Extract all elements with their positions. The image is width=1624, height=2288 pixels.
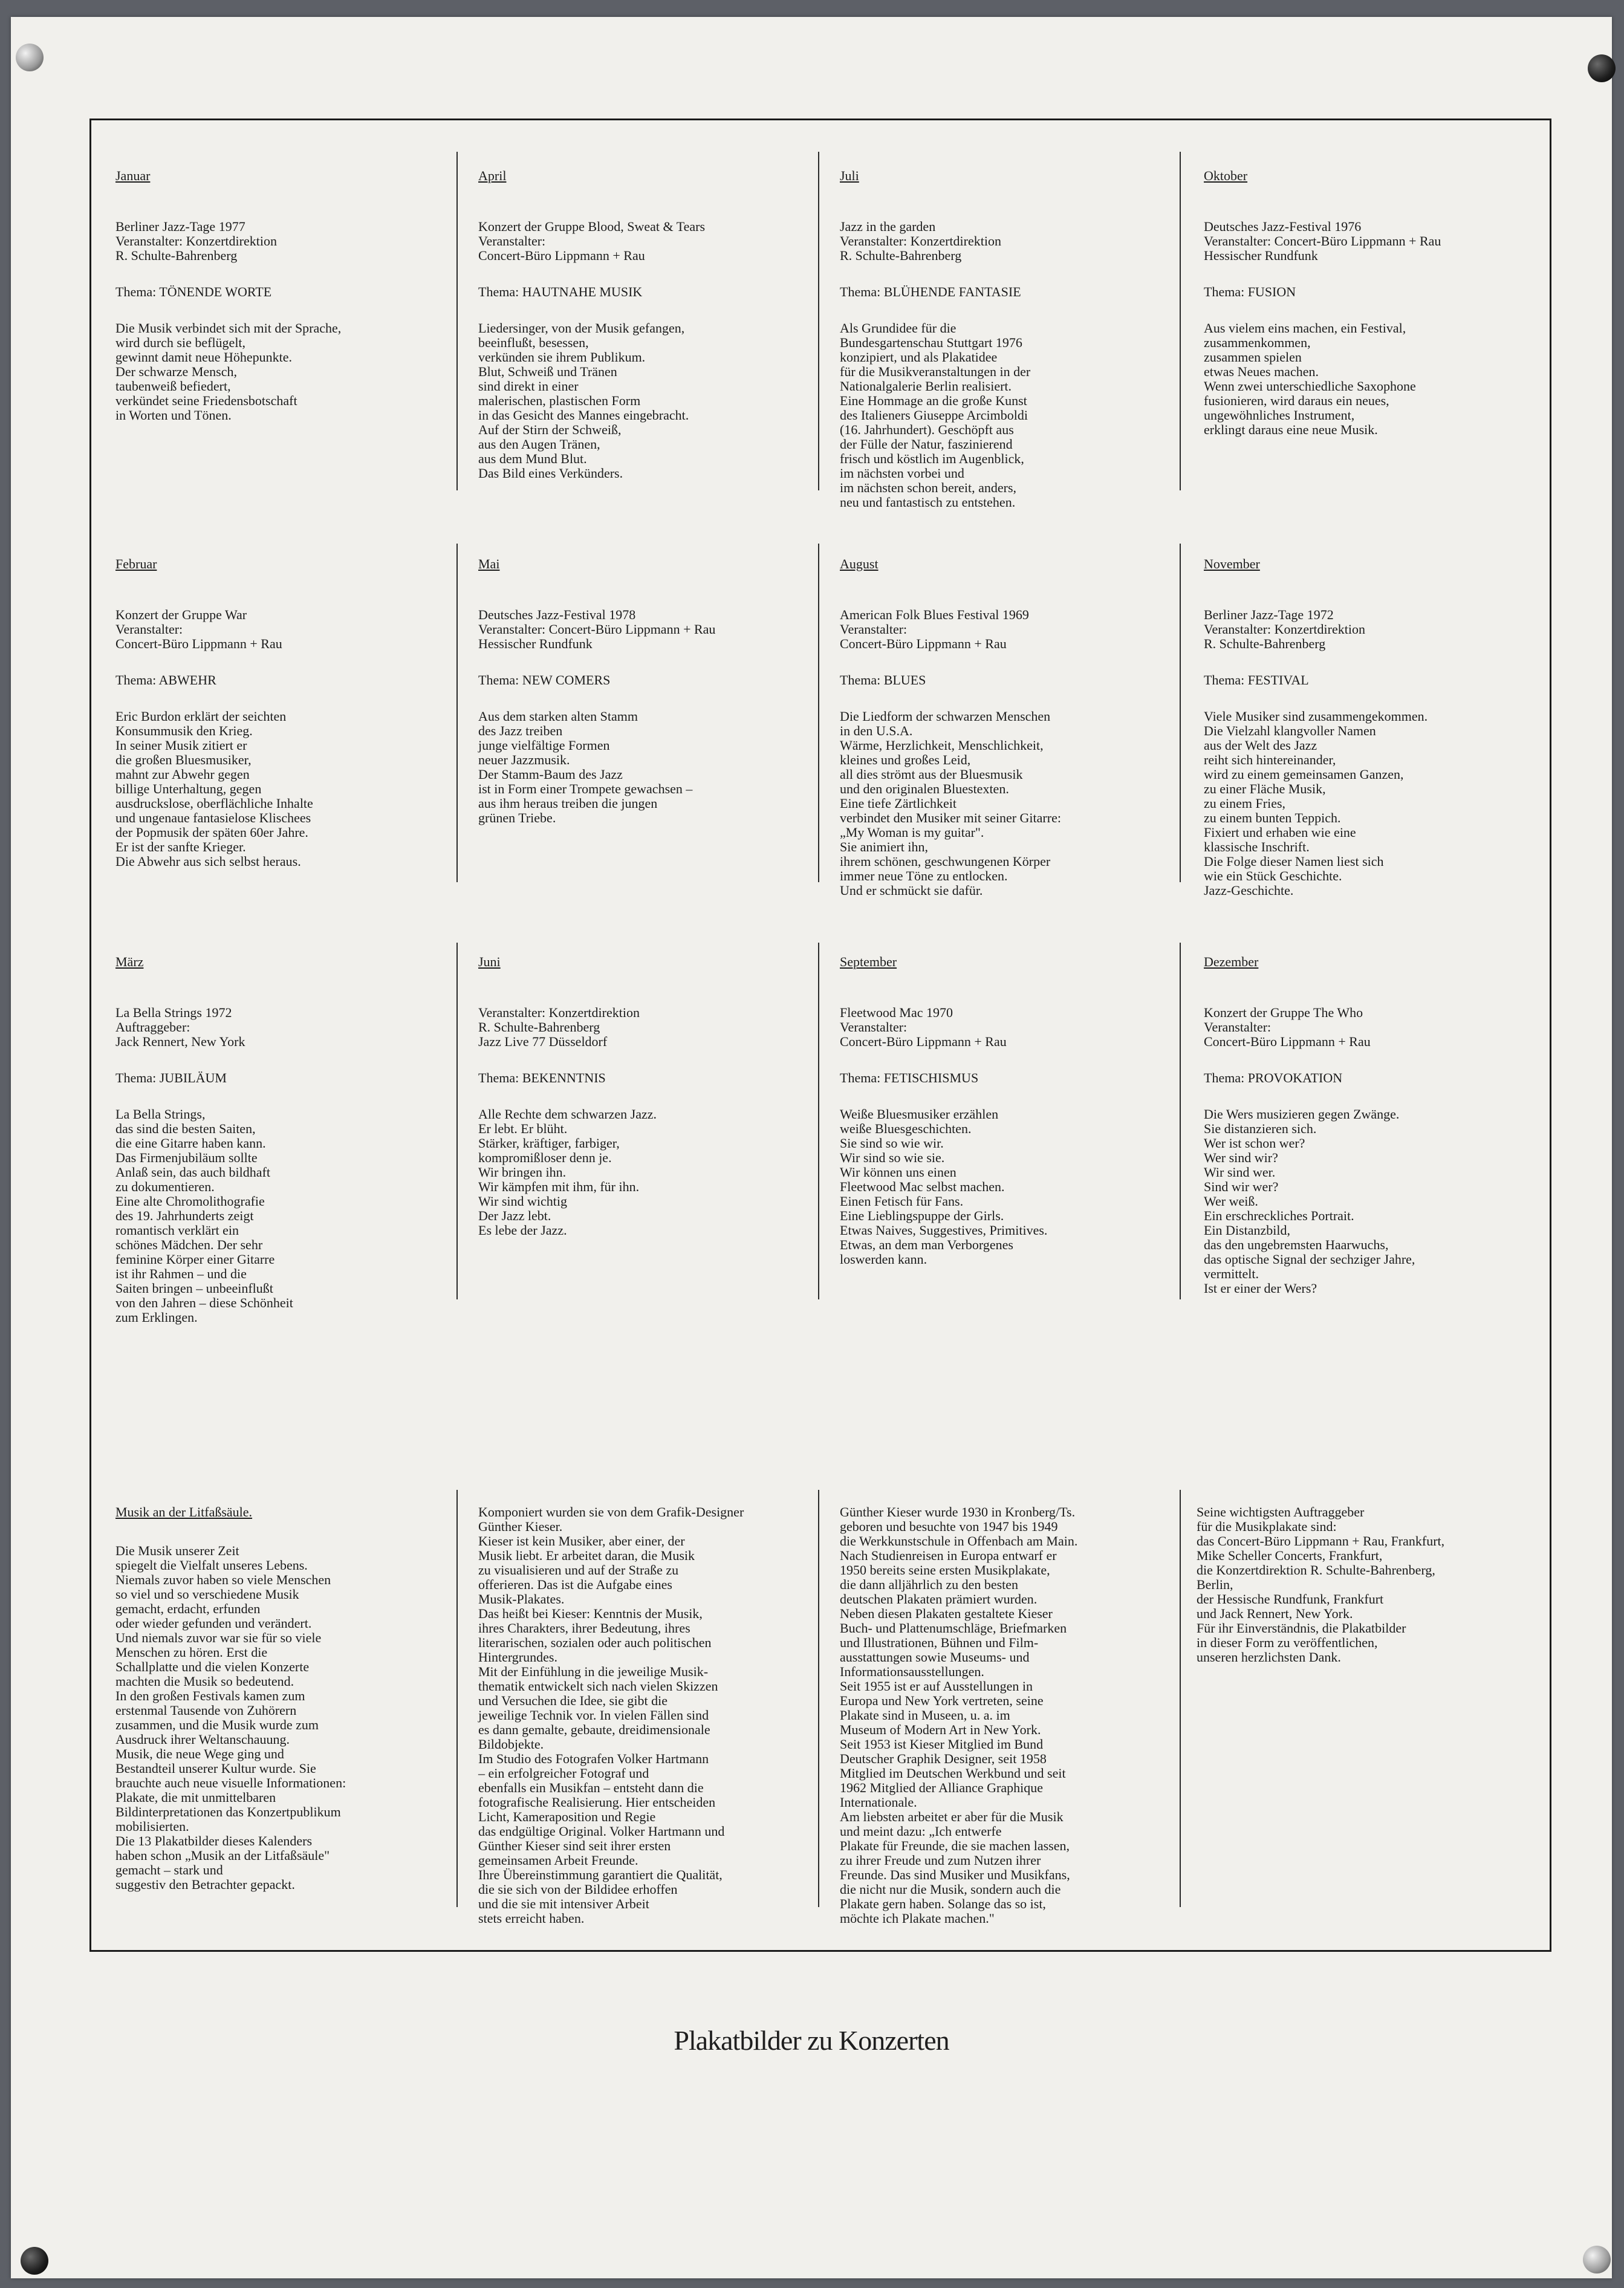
- separator-row1-col3: [1180, 152, 1181, 490]
- month-info: Fleetwood Mac 1970 Veranstalter: Concert-Büro Lippmann + Rau: [840, 1005, 1007, 1049]
- month-title: April: [478, 168, 507, 183]
- separator-row3-col2: [818, 943, 819, 1299]
- separator-row2-col1: [456, 544, 458, 882]
- month-title: Juli: [840, 168, 859, 183]
- poster-title: Plakatbilder zu Konzerten: [674, 2025, 949, 2056]
- bottom-block-designer: [478, 1505, 817, 1926]
- separator-row3-col3: [1180, 943, 1181, 1299]
- month-theme: Thema: BLUES: [840, 672, 926, 687]
- month-title: Februar: [115, 556, 157, 571]
- month-info: Deutsches Jazz-Festival 1978 Veranstalter: Concert-Büro Lippmann + Rau Hessischer Rundfunk: [478, 607, 716, 651]
- section-text: Die Musik unserer Zeit spiegelt die Vielfalt unseres Lebens. Niemals zuvor haben so viele Menschen so viel und so verschiedene Musik gemacht, erdacht, erfunden oder wieder gefunden und verändert. Und niemals zuvor war sie für so viele Menschen zu hören. Erst die Schallplatte und die vielen Konzerte machten die Musik so bedeutend. In den großen Festivals kamen zum erstenmal Tausende von Zuhörern zusammen, und die Musik wurde zum Ausdruck ihrer Weltanschauung. Musik, die neue Wege ging und Bestandteil unserer Kultur wurde. Sie brauchte auch neue visuelle Informationen: Plakate, die mit unmittelbaren Bildinterpretationen das Konzertpublikum mobilisierten. Die 13 Plakatbilder dieses Kalenders haben schon „Musik an der Litfaßsäule" gemacht – stark und suggestiv den Betrachter gepackt.: [115, 1543, 346, 1892]
- thumbtack-icon: [16, 44, 44, 71]
- month-theme: Thema: TÖNENDE WORTE: [115, 284, 272, 299]
- month-text: Alle Rechte dem schwarzen Jazz. Er lebt. Er blüht. Stärker, kräftiger, farbiger, kompromißloser denn je. Wir bringen ihn. Wir kämpfen mit ihm, für ihn. Wir sind wichtig Der Jazz lebt. Es lebe der Jazz.: [478, 1107, 657, 1238]
- month-block-februar: [115, 557, 454, 869]
- separator-bottom-col1: [456, 1490, 458, 1907]
- month-block-august: [840, 557, 1178, 898]
- separator-row2-col3: [1180, 544, 1181, 882]
- bottom-block-clients: [1197, 1505, 1535, 1665]
- month-block-juni: [478, 955, 817, 1238]
- month-text: Liedersinger, von der Musik gefangen, beeinflußt, besessen, verkünden sie ihrem Publikum. Blut, Schweiß und Tränen sind direkt in einer malerischen, plastischen Form in das Gesicht des Mannes eingebracht. Auf der Stirn der Schweiß, aus den Augen Tränen, aus dem Mund Blut. Das Bild eines Verkünders.: [478, 320, 689, 481]
- month-title: März: [115, 954, 144, 969]
- month-title: Januar: [115, 168, 151, 183]
- bottom-block-intro: [115, 1505, 454, 1892]
- month-info: Jazz in the garden Veranstalter: Konzertdirektion R. Schulte-Bahrenberg: [840, 219, 1001, 263]
- month-title: Mai: [478, 556, 500, 571]
- month-title: Oktober: [1204, 168, 1248, 183]
- month-text: Die Wers musizieren gegen Zwänge. Sie distanzieren sich. Wer ist schon wer? Wer sind wir? Wir sind wer. Sind wir wer? Wer weiß. Ein erschreckliches Portrait. Ein Distanzbild, das den ungebremsten Haarwuchs, das optische Signal der sechziger Jahre, vermittelt. Ist er einer der Wers?: [1204, 1107, 1415, 1296]
- month-block-april: [478, 169, 817, 481]
- section-text: Günther Kieser wurde 1930 in Kronberg/Ts. geboren und besuchte von 1947 bis 1949 die Werkkunstschule in Offenbach am Main. Nach Studienreisen in Europa entwarf er 1950 bereits seine ersten Musikplakate, die dann alljährlich zu den besten deutschen Plakaten prämiert wurden. Neben diesen Plakaten gestaltete Kieser Buch- und Plattenumschläge, Briefmarken und Illustrationen, Bühnen und Film- ausstattungen sowie Museums- und Informationsausstellungen. Seit 1955 ist er auf Ausstellungen in Europa und New York vertreten, seine Plakate sind in Museen, u. a. im Museum of Modern Art in New York. Seit 1953 ist Kieser Mitglied im Bund Deutscher Graphik Designer, seit 1958 Mitglied im Deutschen Werkbund und seit 1962 Mitglied der Alliance Graphique Internationale. Am liebsten arbeitet er aber für die Musik und meint dazu: „Ich entwerfe Plakate für Freunde, die sie machen lassen, zu ihrer Freude und zum Nutzen ihrer Freunde. Das sind Musiker und Musikfans, die nicht nur die Musik, sondern auch die Plakate gern haben. Solange das so ist, möchte ich Plakate machen.": [840, 1504, 1078, 1926]
- month-info: Berliner Jazz-Tage 1972 Veranstalter: Konzertdirektion R. Schulte-Bahrenberg: [1204, 607, 1365, 651]
- month-theme: Thema: BEKENNTNIS: [478, 1070, 606, 1085]
- month-text: Aus dem starken alten Stamm des Jazz treiben junge vielfältige Formen neuer Jazzmusik. Der Stamm-Baum des Jazz ist in Form einer Trompete gewachsen – aus ihm heraus treiben die jungen grünen Triebe.: [478, 709, 693, 825]
- month-info: Konzert der Gruppe Blood, Sweat & Tears Veranstalter: Concert-Büro Lippmann + Rau: [478, 219, 706, 263]
- month-block-september: [840, 955, 1178, 1267]
- month-text: La Bella Strings, das sind die besten Saiten, die eine Gitarre haben kann. Das Firmenjubiläum sollte Anlaß sein, das auch bildhaft zu dokumentieren. Eine alte Chromolithografie des 19. Jahrhunderts zeigt romantisch verklärt ein schönes Mädchen. Der sehr feminine Körper einer Gitarre ist ihr Rahmen – und die Saiten bringen – unbeeinflußt von den Jahren – diese Schönheit zum Erklingen.: [115, 1107, 293, 1325]
- month-info: American Folk Blues Festival 1969 Veranstalter: Concert-Büro Lippmann + Rau: [840, 607, 1029, 651]
- month-title: Juni: [478, 954, 501, 969]
- month-block-dezember: [1204, 955, 1542, 1296]
- section-text: Seine wichtigsten Auftraggeber für die Musikplakate sind: das Concert-Büro Lippmann + Rau, Frankfurt, Mike Scheller Concerts, Frankfurt, die Konzertdirektion R. Schulte-Bahrenberg, Berlin, der Hessische Rundfunk, Frankfurt und Jack Rennert, New York. Für ihr Einverständnis, die Plakatbilder in dieser Form zu veröffentlichen, unseren herzlichsten Dank.: [1197, 1504, 1445, 1665]
- month-text: Weiße Bluesmusiker erzählen weiße Bluesgeschichten. Sie sind so wie wir. Wir sind so wie sie. Wir können uns einen Fleetwood Mac selbst machen. Einen Fetisch für Fans. Eine Lieblingspuppe der Girls. Etwas Naives, Suggestives, Primitives. Etwas, an dem man Verborgenes loswerden kann.: [840, 1107, 1048, 1267]
- month-theme: Thema: ABWEHR: [115, 672, 216, 687]
- month-theme: Thema: FESTIVAL: [1204, 672, 1309, 687]
- month-info: Veranstalter: Konzertdirektion R. Schulte-Bahrenberg Jazz Live 77 Düsseldorf: [478, 1005, 640, 1049]
- month-text: Als Grundidee für die Bundesgartenschau Stuttgart 1976 konzipiert, und als Plakatidee für die Musikveranstaltungen in der Nationalgalerie Berlin realisiert. Eine Hommage an die große Kunst des Italieners Giuseppe Arcimboldi (16. Jahrhundert). Geschöpft aus der Fülle der Natur, faszinierend frisch und köstlich im Augenblick, im nächsten vorbei und im nächsten schon bereit, anders, neu und fantastisch zu entstehen.: [840, 320, 1031, 510]
- month-block-november: [1204, 557, 1542, 898]
- thumbtack-icon: [1588, 54, 1616, 82]
- month-theme: Thema: BLÜHENDE FANTASIE: [840, 284, 1021, 299]
- month-block-maerz: [115, 955, 454, 1325]
- month-info: La Bella Strings 1972 Auftraggeber: Jack Rennert, New York: [115, 1005, 245, 1049]
- separator-row3-col1: [456, 943, 458, 1299]
- month-text: Aus vielem eins machen, ein Festival, zusammenkommen, zusammen spielen etwas Neues machen. Wenn zwei unterschiedliche Saxophone fusionieren, wird daraus ein neues, ungewöhnliches Instrument, erklingt daraus eine neue Musik.: [1204, 320, 1416, 437]
- month-text: Eric Burdon erklärt der seichten Konsummusik den Krieg. In seiner Musik zitiert er die großen Bluesmusiker, mahnt zur Abwehr gegen billige Unterhaltung, gegen ausdruckslose, oberflächliche Inhalte und ungenaue fantasielose Klischees der Popmusik der späten 60er Jahre. Er ist der sanfte Krieger. Die Abwehr aus sich selbst heraus.: [115, 709, 313, 869]
- bottom-block-biography: [840, 1505, 1178, 1926]
- month-text: Die Musik verbindet sich mit der Sprache, wird durch sie beflügelt, gewinnt damit neue Höhepunkte. Der schwarze Mensch, taubenweiß befiedert, verkündet seine Friedensbotschaft in Worten und Tönen.: [115, 320, 342, 423]
- month-theme: Thema: PROVOKATION: [1204, 1070, 1343, 1085]
- month-block-juli: [840, 169, 1178, 510]
- month-theme: Thema: FETISCHISMUS: [840, 1070, 979, 1085]
- month-text: Die Liedform der schwarzen Menschen in den U.S.A. Wärme, Herzlichkeit, Menschlichkeit, kleines und großes Leid, all dies strömt aus der Bluesmusik und den originalen Bluestexten. Eine tiefe Zärtlichkeit verbindet den Musiker mit seiner Gitarre: „My Woman is my guitar". Sie animiert ihn, ihrem schönen, geschwungenen Körper immer neue Töne zu entlocken. Und er schmückt sie dafür.: [840, 709, 1061, 898]
- month-block-oktober: [1204, 169, 1542, 437]
- separator-bottom-col3: [1180, 1490, 1181, 1907]
- separator-bottom-col2: [818, 1490, 819, 1907]
- month-theme: Thema: NEW COMERS: [478, 672, 611, 687]
- month-text: Viele Musiker sind zusammengekommen. Die Vielzahl klangvoller Namen aus der Welt des Jazz reiht sich hintereinander, wird zu einem gemeinsamen Ganzen, zu einer Fläche Musik, zu einem Fries, zu einem bunten Teppich. Fixiert und erhaben wie eine klassische Inschrift. Die Folge dieser Namen liest sich wie ein Stück Geschichte. Jazz-Geschichte.: [1204, 709, 1428, 898]
- separator-row1-col1: [456, 152, 458, 490]
- thumbtack-icon: [21, 2247, 48, 2275]
- month-title: November: [1204, 556, 1260, 571]
- month-title: August: [840, 556, 879, 571]
- month-title: September: [840, 954, 897, 969]
- month-block-januar: [115, 169, 454, 423]
- month-title: Dezember: [1204, 954, 1259, 969]
- month-theme: Thema: JUBILÄUM: [115, 1070, 227, 1085]
- month-info: Konzert der Gruppe War Veranstalter: Concert-Büro Lippmann + Rau: [115, 607, 282, 651]
- month-theme: Thema: HAUTNAHE MUSIK: [478, 284, 643, 299]
- section-text: Komponiert wurden sie von dem Grafik-Designer Günther Kieser. Kieser ist kein Musiker, aber einer, der Musik liebt. Er arbeitet daran, die Musik zu visualisieren und auf der Straße zu offerieren. Das ist die Aufgabe eines Musik-Plakates. Das heißt bei Kieser: Kenntnis der Musik, ihres Charakters, ihrer Bedeutung, ihres literarischen, sozialen oder auch politischen Hintergrundes. Mit der Einfühlung in die jeweilige Musik- thematik entwickelt sich nach vielen Skizzen und Versuchen die Idee, sie gibt die jeweilige Technik vor. In vielen Fällen sind es dann gemalte, gebaute, dreidimensionale Bildobjekte. Im Studio des Fotografen Volker Hartmann – ein erfolgreicher Fotograf und ebenfalls ein Musikfan – entsteht dann die fotografische Realisierung. Hier entscheiden Licht, Kameraposition und Regie das endgültige Original. Volker Hartmann und Günther Kieser sind seit ihrer ersten gemeinsamen Arbeit Freunde. Ihre Übereinstimmung garantiert die Qualität, die sie sich von der Bildidee erhoffen und die sie mit intensiver Arbeit stets erreicht haben.: [478, 1504, 744, 1926]
- poster-paper: [11, 17, 1612, 2278]
- month-info: Berliner Jazz-Tage 1977 Veranstalter: Konzertdirektion R. Schulte-Bahrenberg: [115, 219, 277, 263]
- separator-row1-col2: [818, 152, 819, 490]
- month-block-mai: [478, 557, 817, 825]
- month-info: Deutsches Jazz-Festival 1976 Veranstalter: Concert-Büro Lippmann + Rau Hessischer Rundfunk: [1204, 219, 1441, 263]
- thumbtack-icon: [1583, 2246, 1611, 2273]
- section-title: Musik an der Litfaßsäule.: [115, 1504, 253, 1519]
- month-theme: Thema: FUSION: [1204, 284, 1296, 299]
- content-frame: [89, 119, 1551, 1952]
- separator-row2-col2: [818, 544, 819, 882]
- month-info: Konzert der Gruppe The Who Veranstalter: Concert-Büro Lippmann + Rau: [1204, 1005, 1371, 1049]
